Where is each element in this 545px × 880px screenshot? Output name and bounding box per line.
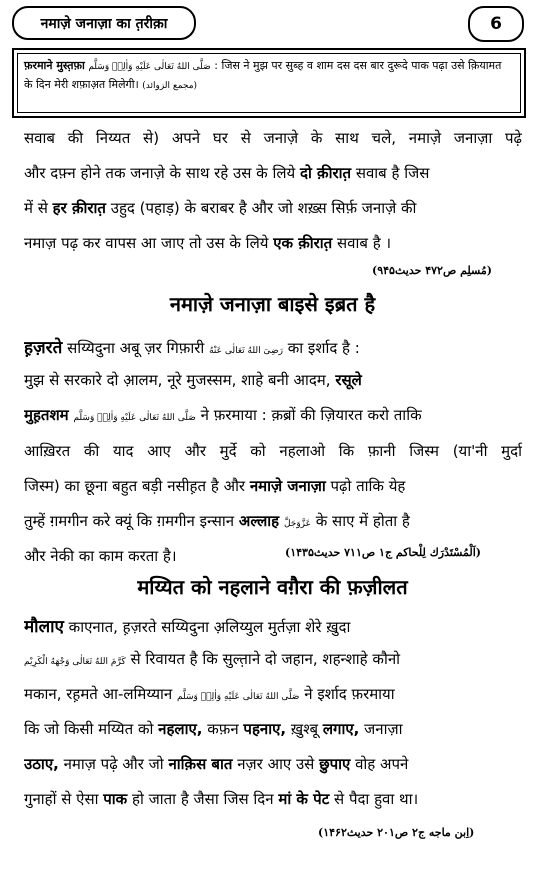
para1-line1: सवाब की निय्यत से) अपने घर से जनाज़े के साथ चले, नमाज़े जनाज़ा पढ़े bbox=[24, 129, 522, 147]
text-span: में से bbox=[24, 199, 53, 217]
hadith-text-line1: : जिस ने मुझ पर सुब्ह व शाम दस दस बार दुरूदे पाक पढ़ा उसे क़ियामत bbox=[214, 59, 502, 72]
reference-mustadrak: (اَلْمُسْتَدْرَك لِلْحاكم ج۱ ص۷۱۱ حديث۱۴۳۵) bbox=[285, 546, 481, 559]
text-span: सवाब है । bbox=[332, 234, 392, 252]
text-span: जिस्म) का छूना बहुत बड़ी नसीह़त है और bbox=[24, 477, 250, 495]
emphasis-span: मौलाए bbox=[24, 617, 64, 637]
s1-line4: आख़िरत की याद आए और मुर्दे को नहलाओ कि फ़ानी जिस्म (या'नी मुर्दा bbox=[24, 442, 522, 460]
emphasis-span: लगाए, bbox=[322, 720, 360, 738]
text-span: से पैदा हुवा था। bbox=[329, 790, 419, 808]
text-span: उहुद (पहाड़) के बराबर है और जो शख़्स सिर्फ़ जनाज़े की bbox=[105, 199, 417, 217]
emphasis-span: नाक़िस बात bbox=[168, 755, 233, 773]
salutation-text: صَلَّی اللهُ تَعَالٰی عَلَیْهِ وَاٰلِهٖ وَسَلَّم bbox=[88, 62, 211, 72]
text-span: गुनाहों से ऐसा bbox=[24, 790, 104, 808]
s1-line5 bbox=[24, 476, 522, 496]
para1-line4 bbox=[24, 233, 522, 253]
emphasis-span: नहलाए, bbox=[158, 720, 203, 738]
text-span: पढ़ो ताकि येह bbox=[325, 477, 406, 495]
text-span: सय्यिदुना अबू ज़र गिफ़ारी bbox=[62, 339, 210, 357]
emphasis-span: हर क़ीरात़ bbox=[52, 199, 106, 217]
para1-line3 bbox=[24, 198, 522, 218]
text-span: सवाब है जिस bbox=[351, 164, 430, 182]
text-span: मकान, रह़मते आ-लमिय्यान bbox=[24, 685, 177, 703]
emphasis-span: एक क़ीरात़ bbox=[273, 234, 333, 252]
emphasis-span: ह़ज़रते bbox=[24, 338, 63, 358]
s1-line7: और नेकी का काम करता है। bbox=[24, 547, 177, 565]
page-number: 6 bbox=[468, 6, 524, 42]
text-span: जनाज़ा bbox=[359, 720, 403, 738]
s1-line1 bbox=[24, 335, 522, 358]
emphasis-span: छुपाए bbox=[319, 755, 351, 773]
text-span: नमाज़ पढ़ कर वापस आ जाए तो उस के लिये bbox=[24, 234, 274, 252]
text-span: वोह अपने bbox=[350, 755, 409, 773]
emphasis-span: पाक bbox=[103, 790, 128, 808]
s1-line6 bbox=[24, 511, 522, 531]
text-span: के साए में होता है bbox=[311, 512, 410, 530]
s2-line1 bbox=[24, 614, 522, 637]
text-span: और दफ़्न होने तक जनाज़े के साथ रहे उस के लिये bbox=[24, 164, 300, 182]
s2-line2 bbox=[24, 649, 522, 669]
text-span: का इर्शाद है : bbox=[282, 339, 360, 357]
section-heading-fazilat: मय्यित को नहलाने वग़ैरा की फ़ज़ीलत bbox=[137, 575, 408, 599]
section-heading-ibrat: नमाज़े जनाज़ा बाइसे इब्रत है bbox=[169, 292, 376, 316]
text-span: से रिवायत है कि सुल्त़ाने दो जहान, शहन्शाहे कौनो bbox=[125, 650, 401, 668]
emphasis-span: उठाए, bbox=[24, 755, 59, 773]
page-title: नमाज़े जनाज़ा का त़रीक़ा bbox=[12, 6, 196, 40]
honorific-text: كَرَّمَ اللهُ تَعَالٰی وَجْهَهُ الْكَرِيْم bbox=[24, 657, 126, 667]
text-span: कि जो किसी मय्यित को bbox=[24, 720, 159, 738]
s1-line2 bbox=[24, 370, 522, 390]
emphasis-span: मां के पेट bbox=[278, 790, 330, 808]
s2-line6 bbox=[24, 789, 522, 809]
text-span: ने फ़रमाया : क़ब्रों की ज़ियारत करो ताकि bbox=[195, 406, 422, 424]
text-span: नज़र आए उसे bbox=[232, 755, 320, 773]
reference-muslim: (مُسلِم ص۴۷۲ حدیث۹۴۵) bbox=[372, 264, 492, 277]
s1-line3 bbox=[24, 405, 522, 425]
honorific-text: صَلَّی اللهُ تَعَالٰی عَلَیْهِ وَاٰلِهٖ وَسَلَّم bbox=[73, 413, 196, 423]
hadith-source: (مجمع الزوائد) bbox=[142, 81, 198, 91]
emphasis-span: रसूले bbox=[335, 371, 362, 389]
hadith-box bbox=[12, 48, 526, 118]
s2-line3 bbox=[24, 684, 522, 704]
emphasis-span: दो क़ीरात़ bbox=[299, 164, 352, 182]
text-span: कफ़न bbox=[202, 720, 244, 738]
para1-line2 bbox=[24, 163, 522, 183]
text-span: नमाज़ पढ़े और जो bbox=[58, 755, 169, 773]
text-span: ख़ुश्बू bbox=[286, 720, 323, 738]
s2-line4 bbox=[24, 719, 522, 739]
text-span: हो जाता है जैसा जिस दिन bbox=[127, 790, 279, 808]
reference-ibn-majah: (اِبن ماجه ج۲ ص۲۰۱ حدیث۱۴۶۲) bbox=[318, 826, 475, 839]
emphasis-span: अल्लाह bbox=[238, 512, 280, 530]
honorific-text: رَضِیَ اللهُ تَعَالٰی عَنْهُ bbox=[209, 346, 283, 356]
emphasis-span: पहनाए, bbox=[243, 720, 287, 738]
hadith-text-line2: के दिन मेरी शफ़ाअ़त मिलेगी। bbox=[24, 78, 139, 91]
text-span: तुम्हें ग़मगीन करे क्यूं कि ग़मगीन इन्सान bbox=[24, 512, 239, 530]
emphasis-span: नमाज़े जनाज़ा bbox=[249, 477, 326, 495]
text-span: मुझ से सरकारे दो आ़लम, नूरे मुजस्सम, शाहे बनी आदम, bbox=[24, 371, 336, 389]
honorific-text: صَلَّی اللهُ تَعَالٰی عَلَیْهِ وَاٰلِهٖ وَسَلَّم bbox=[177, 692, 300, 702]
hadith-box-inner bbox=[17, 53, 521, 113]
honorific-text: عَزَّوَجَلَّ bbox=[283, 519, 311, 529]
emphasis-span: मुह़तशम bbox=[24, 406, 69, 424]
hadith-label: फ़रमाने मुस्त़फ़ा bbox=[24, 59, 85, 72]
text-span: काएनात, ह़ज़रते सय्यिदुना अ़लिय्युल मुर्तज़ा शेरे ख़ुदा bbox=[63, 618, 351, 636]
s2-line5 bbox=[24, 754, 522, 774]
text-span: ने इर्शाद फ़रमाया bbox=[299, 685, 395, 703]
